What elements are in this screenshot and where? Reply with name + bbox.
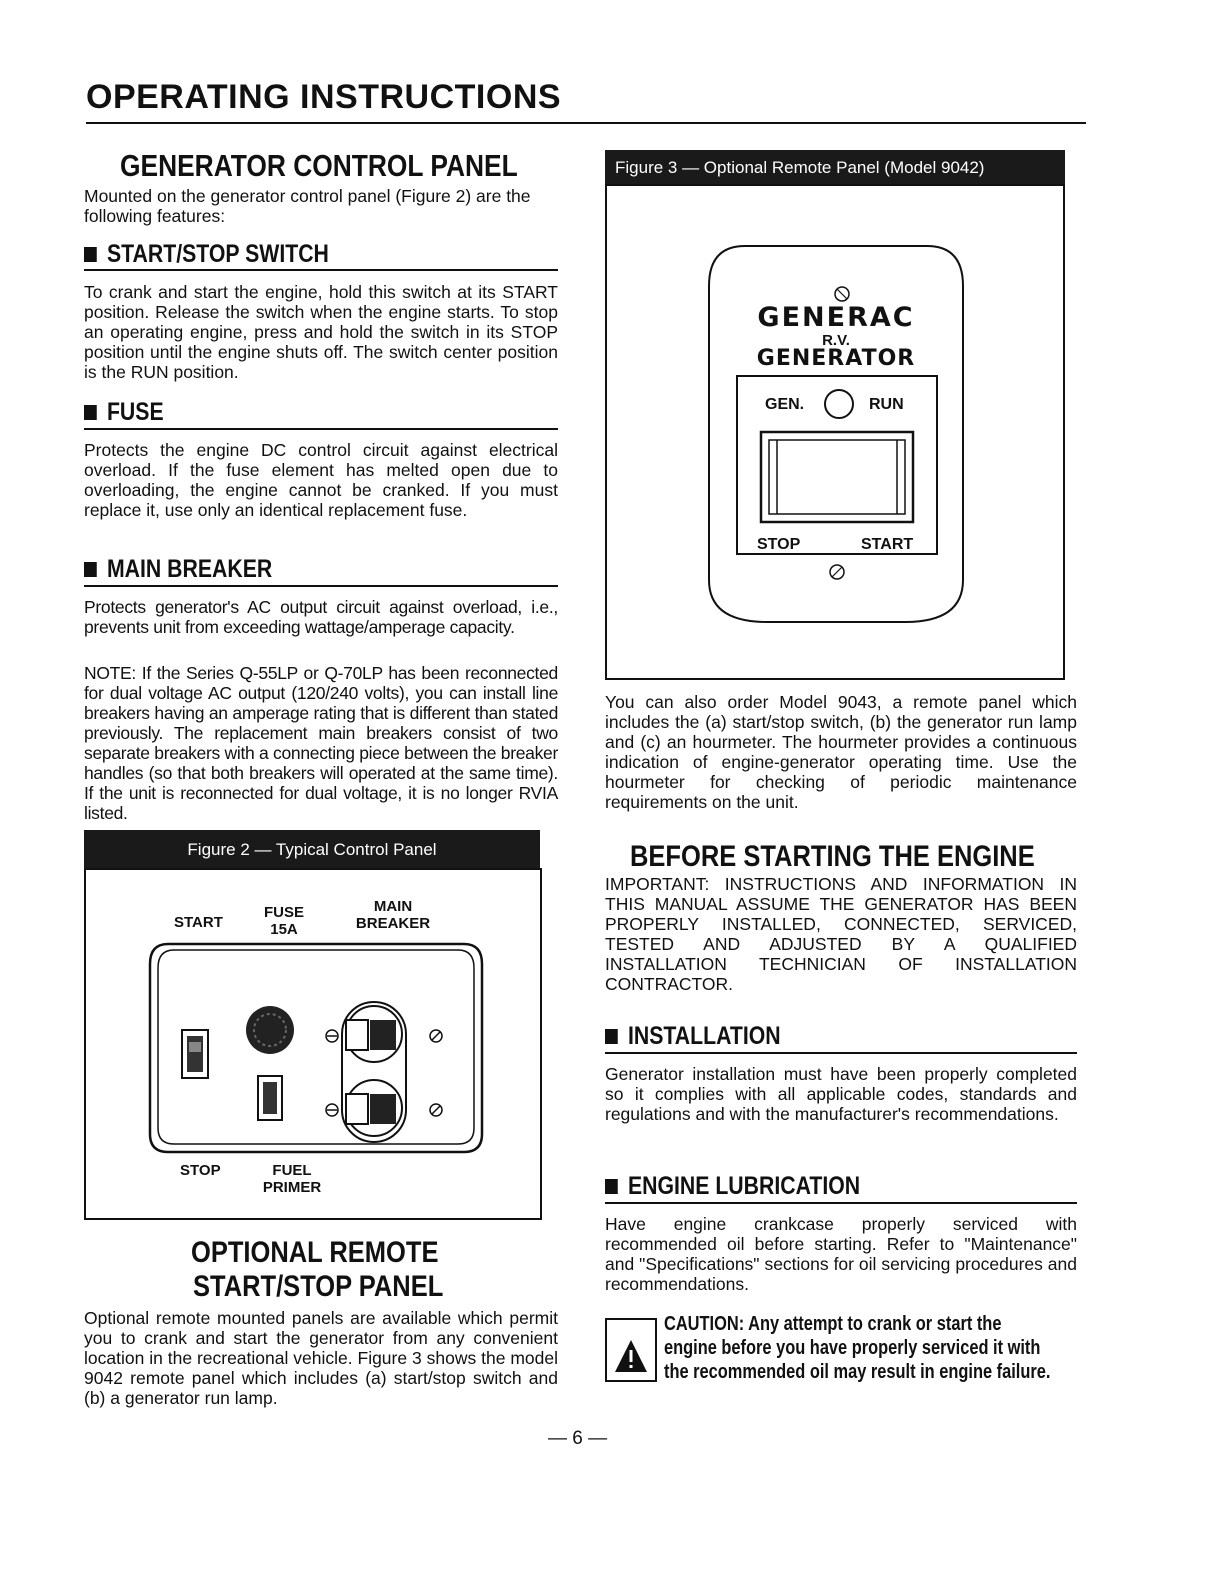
fig2-label-main-breaker: MAIN BREAKER: [355, 898, 431, 932]
rule-start-stop: [84, 269, 558, 271]
model-9043-text: You can also order Model 9043, a remote panel which includes the (a) start/stop switch, (b) the generator run lamp and (c) an hourmeter. The hourmeter provides a continuous indication of engine-generator operating time. Use the hourmeter for checking of periodic maintenance requirements on the unit.: [605, 692, 1077, 812]
brand-generac: GENERAC: [757, 302, 915, 333]
main-breaker-note: NOTE: If the Series Q-55LP or Q-70LP has been reconnected for dual voltage AC output (120/240 volts), you can install line breakers having an amperage rating that is different than stated previously. The replacement main breakers consist of two separate breakers with a connecting piece between the breaker handles (so that both breakers will operated at the same time). If the unit is reconnected for dual voltage, it is no longer RVIA listed.: [84, 663, 558, 823]
rocker-switch-icon: [761, 432, 913, 522]
heading-optional-remote-2: START/STOP PANEL: [193, 1270, 444, 1303]
heading-installation: INSTALLATION: [605, 1022, 781, 1051]
bullet-square-icon: [84, 562, 97, 577]
figure2-box: [84, 868, 542, 1220]
main-breaker-text: Protects generator's AC output circuit against overload, i.e., prevents unit from exceeding wattage/amperage capacity.: [84, 597, 558, 637]
start-label: START: [861, 536, 914, 553]
heading-before-starting: BEFORE STARTING THE ENGINE: [630, 840, 1035, 873]
before-starting-text: IMPORTANT: INSTRUCTIONS AND INFORMATION IN THIS MANUAL ASSUME THE GENERATOR HAS BEEN PROPERLY INSTALLED, CONNECTED, SERVICED, TESTED AND ADJUSTED BY A QUALIFIED INSTALLATION TECHNICIAN OF INSTALLATION CONTRACTOR.: [605, 874, 1077, 994]
brand-rv: R.V.: [822, 332, 850, 349]
fuel-primer-icon: [258, 1076, 282, 1120]
bullet-square-icon: [84, 405, 97, 420]
figure2-caption: Figure 2 — Typical Control Panel: [84, 830, 540, 870]
page-title: OPERATING INSTRUCTIONS: [86, 78, 562, 116]
figure3-box: [605, 184, 1065, 680]
caution-text: CAUTION: Any attempt to crank or start the engine before you have properly serviced it with the recommended oil may result in engine failure.: [664, 1313, 1051, 1383]
brand-generator: GENERATOR: [756, 346, 916, 371]
start-stop-switch-icon: [182, 1030, 208, 1078]
rule-fuse: [84, 428, 558, 430]
page-number: — 6 —: [548, 1428, 608, 1449]
rule-lubrication: [605, 1202, 1077, 1204]
rule-installation: [605, 1052, 1077, 1054]
run-label: RUN: [869, 396, 904, 413]
control-panel-drawing: [146, 938, 486, 1160]
lubrication-text: Have engine crankcase properly serviced with recommended oil before starting. Refer to "Maintenance" and "Specifications" sections for oil servicing procedures and recommendations.: [605, 1214, 1077, 1294]
run-lamp-icon: [825, 390, 853, 418]
figure3-caption: Figure 3 — Optional Remote Panel (Model 9042): [605, 150, 1065, 186]
control-panel-intro: Mounted on the generator control panel (Figure 2) are the following features:: [84, 186, 531, 226]
fuse-text: Protects the engine DC control circuit against electrical overload. If the fuse element has melted open due to overloading, the engine cannot be cranked. If you must replace it, use only an identical replacement fuse.: [84, 440, 558, 520]
caution-box: [605, 1318, 657, 1382]
gen-label: GEN.: [765, 396, 805, 413]
heading-main-breaker: MAIN BREAKER: [84, 555, 272, 584]
title-rule: [86, 122, 1086, 124]
fig2-label-start: START: [174, 914, 223, 931]
heading-lubrication: ENGINE LUBRICATION: [605, 1172, 860, 1201]
bullet-square-icon: [605, 1179, 618, 1194]
bullet-square-icon: [84, 247, 97, 262]
fig2-label-fuel-primer: FUEL PRIMER: [262, 1162, 322, 1196]
fig2-label-stop: STOP: [180, 1162, 221, 1179]
installation-text: Generator installation must have been properly completed so it complies with all applicable codes, standards and regulations and with the manufacturer's recommendations.: [605, 1064, 1077, 1124]
heading-fuse: FUSE: [84, 398, 164, 427]
fig2-label-fuse: FUSE 15A: [263, 904, 304, 938]
warning-triangle-icon: [607, 1320, 655, 1380]
remote-panel-drawing: [705, 242, 967, 626]
main-breaker-icon: [342, 1002, 406, 1142]
bullet-square-icon: [605, 1029, 618, 1044]
fuse-holder-icon: [246, 1006, 294, 1054]
rule-main-breaker: [84, 585, 558, 587]
stop-label: STOP: [757, 536, 801, 553]
optional-remote-text: Optional remote mounted panels are available which permit you to crank and start the generator from any convenient location in the recreational vehicle. Figure 3 shows the model 9042 remote panel which includes (a) start/stop switch and (b) a generator run lamp.: [84, 1308, 558, 1408]
heading-optional-remote-1: OPTIONAL REMOTE: [191, 1236, 439, 1269]
heading-start-stop: START/STOP SWITCH: [84, 240, 329, 269]
heading-control-panel: GENERATOR CONTROL PANEL: [120, 148, 518, 183]
start-stop-text: To crank and start the engine, hold this switch at its START position. Release the switch when the engine starts. To stop an operating engine, press and hold the switch in its STOP position until the engine shuts off. The switch center position is the RUN position.: [84, 282, 558, 382]
